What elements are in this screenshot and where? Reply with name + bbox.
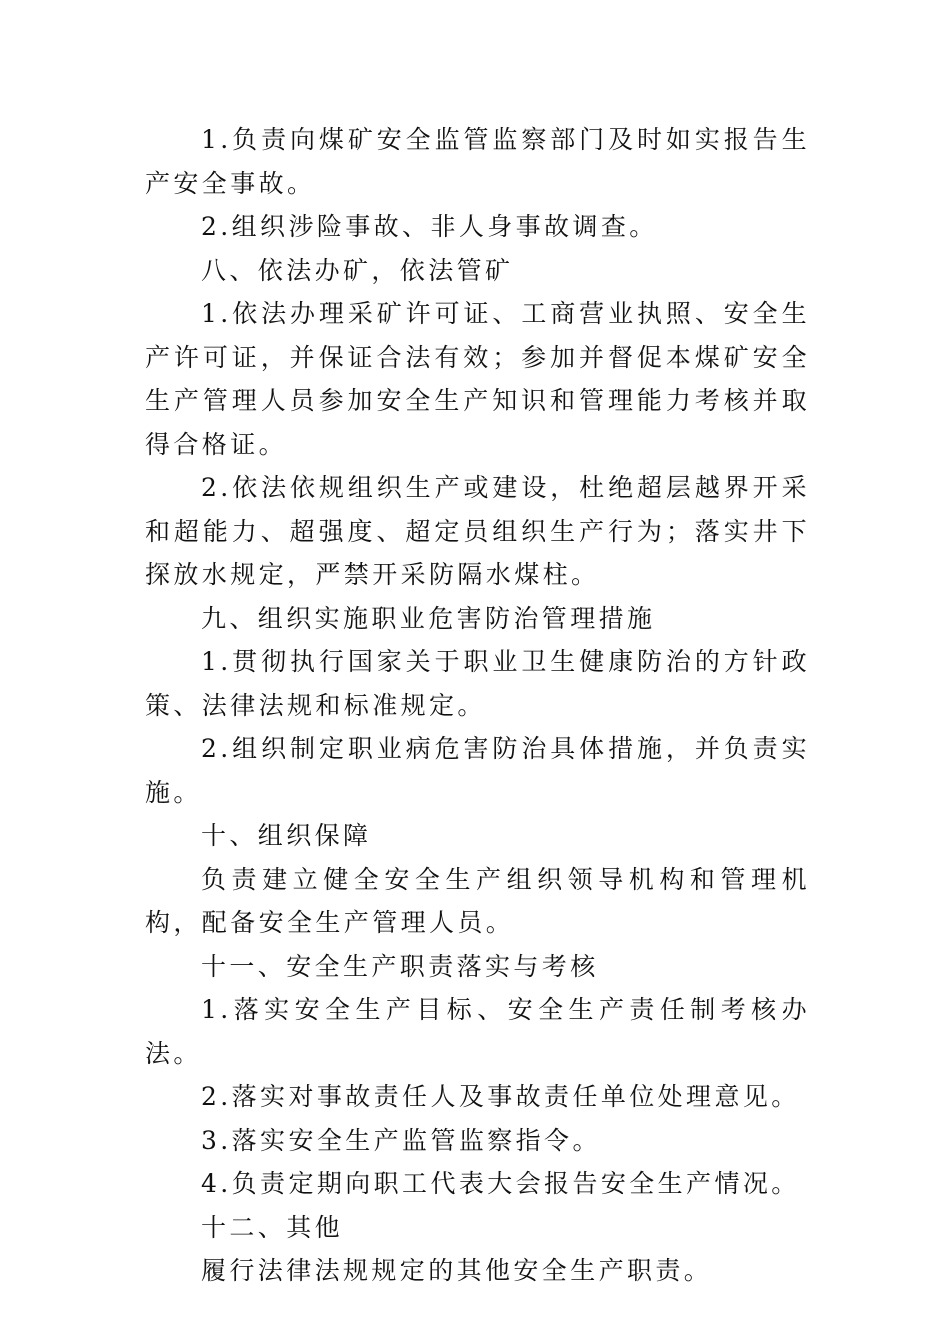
- paragraph: 履行法律法规规定的其他安全生产职责。: [201, 1256, 713, 1285]
- section-heading: 十、组织保障: [201, 821, 372, 850]
- paragraph: 1.负责向煤矿安全监管监察部门及时如实报告生产安全事故。: [145, 125, 810, 198]
- paragraph: 2.组织涉险事故、非人身事故调查。: [201, 212, 658, 241]
- paragraph: 4.负责定期向职工代表大会报告安全生产情况。: [201, 1169, 800, 1198]
- section-heading: 九、组织实施职业危害防治管理措施: [201, 603, 656, 633]
- paragraph: 2.落实对事故责任人及事故责任单位处理意见。: [201, 1082, 800, 1111]
- section-heading: 十一、安全生产职责落实与考核: [201, 951, 599, 981]
- paragraph: 1.贯彻执行国家关于职业卫生健康防治的方针政策、法律法规和标准规定。: [145, 647, 810, 720]
- section-heading: 八、依法办矿，依法管矿: [201, 255, 514, 285]
- paragraph: 2.组织制定职业病危害防治具体措施，并负责实施。: [145, 734, 810, 807]
- paragraph: 1.落实安全生产目标、安全生产责任制考核办法。: [145, 995, 810, 1068]
- document-body: [145, 118, 810, 1293]
- paragraph: 2.依法依规组织生产或建设，杜绝超层越界开采和超能力、超强度、超定员组织生产行为；落实井下探放水规定，严禁开采防隔水煤柱。: [145, 473, 810, 589]
- paragraph: 1.依法办理采矿许可证、工商营业执照、安全生产许可证，并保证合法有效；参加并督促本煤矿安全生产管理人员参加安全生产知识和管理能力考核并取得合格证。: [145, 299, 810, 459]
- paragraph: 3.落实安全生产监管监察指令。: [201, 1125, 601, 1155]
- paragraph: 负责建立健全安全生产组织领导机构和管理机构，配备安全生产管理人员。: [145, 864, 810, 937]
- section-heading: 十二、其他: [201, 1212, 344, 1242]
